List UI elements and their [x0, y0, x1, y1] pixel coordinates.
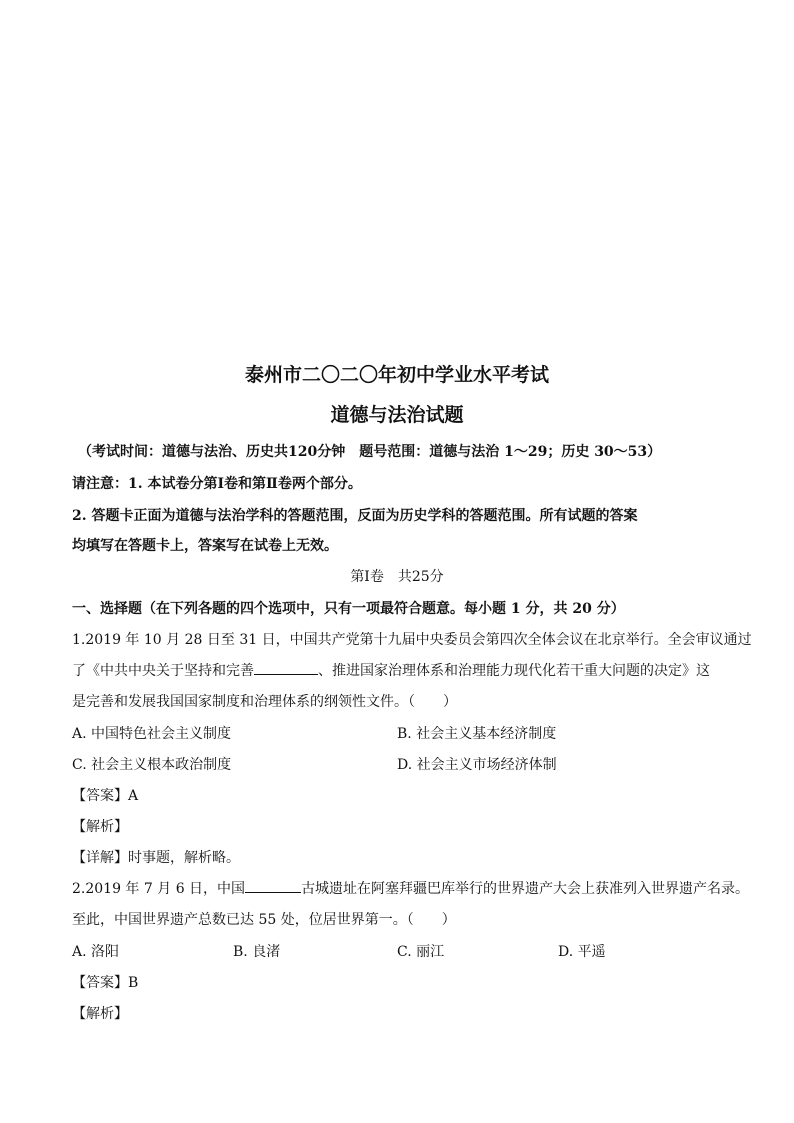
- q2-stem-line-1: [72, 880, 749, 898]
- q2-stem-line-2: 至此，中国世界遗产总数已达 55 处，位居世界第一。（ ）: [72, 912, 456, 928]
- exam-title: 泰州市二〇二〇年初中学业水平考试: [244, 364, 549, 386]
- q2-answer-blank: [245, 880, 301, 893]
- q1-stem-line-2: [72, 662, 710, 680]
- q2-analysis: 【解析】: [72, 1006, 128, 1022]
- exam-info: （考试时间：道德与法治、历史共120分钟 题号范围：道德与法治 1～29；历史 30～53）: [78, 444, 662, 460]
- q1-stem-line-3: 是完善和发展我国国家制度和治理体系的纲领性文件。（ ）: [72, 694, 457, 710]
- q2-option-c: C. 丽江: [397, 944, 445, 960]
- notice-line-2: 2. 答题卡正面为道德与法治学科的答题范围，反面为历史学科的答题范围。所有试题的答案: [72, 508, 638, 524]
- q1-answer: 【答案】A: [72, 788, 139, 804]
- q1-option-d: D. 社会主义市场经济体制: [397, 757, 557, 773]
- exam-subtitle: 道德与法治试题: [330, 404, 464, 426]
- q2-option-a: A. 洛阳: [72, 944, 120, 960]
- q1-stem-line-1: 1.2019 年 10 月 28 日至 31 日，中国共产党第十九届中央委员会第四次全体会议在北京举行。全会审议通过: [72, 632, 752, 648]
- q2-option-d: D. 平遥: [558, 944, 606, 960]
- notice-line-1: 请注意：1. 本试卷分第Ⅰ卷和第Ⅱ卷两个部分。: [72, 476, 362, 492]
- q2-stem-part-b: 古城遗址在阿塞拜疆巴库举行的世界遗产大会上获准列入世界遗产名录。: [301, 881, 750, 897]
- volume-heading: 第Ⅰ卷 共25分: [350, 569, 444, 585]
- part-heading: 一、选择题（在下列各题的四个选项中，只有一项最符合题意。每小题 1 分，共 20 分）: [72, 601, 625, 617]
- q2-stem-part-a: 2.2019 年 7 月 6 日，中国: [72, 881, 246, 897]
- q1-answer-blank: [254, 662, 318, 675]
- q1-analysis: 【解析】: [72, 819, 128, 835]
- q1-stem-part-b: 、推进国家治理体系和治理能力现代化若干重大问题的决定》这: [318, 663, 710, 679]
- q1-detail: 【详解】时事题，解析略。: [72, 850, 240, 866]
- notice-line-3: 均填写在答题卡上，答案写在试卷上无效。: [72, 538, 338, 554]
- q1-option-c: C. 社会主义根本政治制度: [72, 757, 232, 773]
- q1-stem-part-a: 了《中共中央关于坚持和完善: [72, 663, 254, 679]
- q2-option-b: B. 良渚: [233, 944, 281, 960]
- q1-option-a: A. 中国特色社会主义制度: [72, 726, 232, 742]
- q1-option-b: B. 社会主义基本经济制度: [397, 726, 557, 742]
- q2-answer: 【答案】B: [72, 975, 139, 991]
